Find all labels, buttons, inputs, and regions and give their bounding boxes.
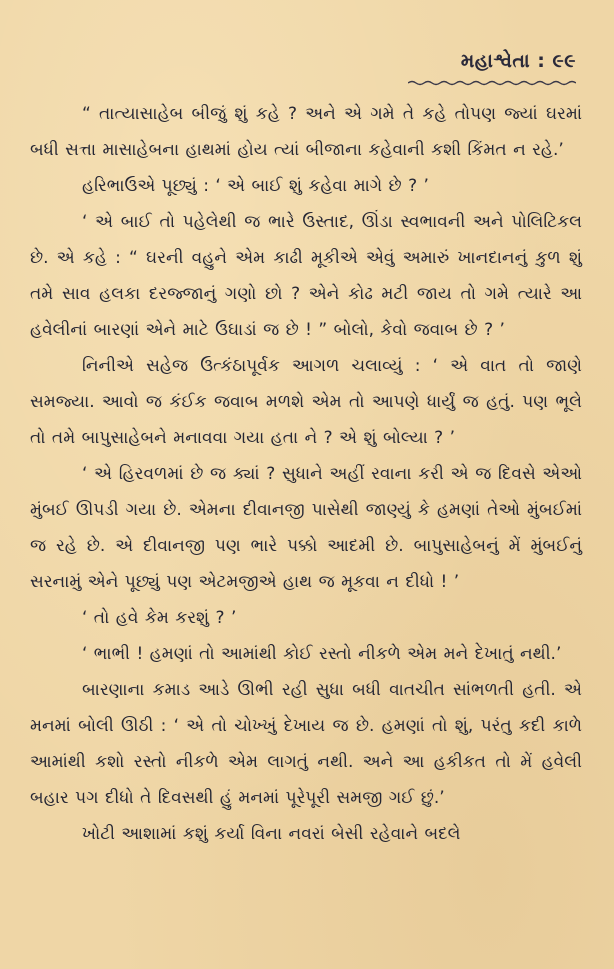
paragraph: ખોટી આશામાં કશું કર્યા વિના નવરાં બેસી રહેવાને બદલે — [82, 824, 461, 844]
paragraph: “ તાત્યાસાહેબ બીજું શું કહે ? અને એ ગમે તે કહે તોપણ જ્યાં ઘરમાં બધી સત્તા માસાહેબના હાથમાં હોય ત્યાં બીજાના કહેવાની કશી કિંમત ન રહે.’ — [30, 104, 582, 160]
paragraph: ‘ એ બાઈ તો પહેલેથી જ ભારે ઉસ્તાદ, ઊંડા સ્વભાવની અને પોલિટિકલ છે. એ કહે : “ ઘરની વહુને એમ કાઢી મૂકીએ એવું અમારું ખાનદાનનું કુળ શું તમે સાવ હલકા દરજ્જાનું ગણો છો ? એને કોઢ મટી જાય તો ગમે ત્યારે આ હવેલીનાં બારણાં એને માટે ઉઘાડાં જ છે ! ” બોલો, કેવો જવાબ છે ? ’ — [30, 212, 582, 340]
paragraph: ‘ ભાભી ! હમણાં તો આમાંથી કોઈ રસ્તો નીકળે એમ મને દેખાતું નથી.’ — [82, 644, 562, 664]
body-text — [30, 96, 582, 852]
running-head-text: મહાશ્વેતા : ૯૯ — [460, 50, 576, 72]
paragraph: ‘ તો હવે કેમ કરશું ? ’ — [82, 608, 237, 628]
paragraph: ‘ એ હિરવળમાં છે જ ક્યાં ? સુધાને અહીં રવાના કરી એ જ દિવસે એઓ મુંબઈ ઊપડી ગયા છે. એમના દીવાનજી પાસેથી જાણ્યું કે હમણાં તેઓ મુંબઈમાં જ રહે છે. એ દીવાનજી પણ ભારે પક્કો આદમી છે. બાપુસાહેબનું મેં મુંબઈનું સરનામું એને પૂછ્યું પણ એટમજીએ હાથ જ મૂકવા ન દીધો ! ’ — [30, 464, 582, 592]
paragraph: નિનીએ સહેજ ઉત્કંઠાપૂર્વક આગળ ચલાવ્યું : ‘ એ વાત તો જાણે સમજ્યા. આવો જ કંઈક જવાબ મળશે એમ તો આપણે ધાર્યું જ હતું. પણ ભૂલે તો તમે બાપુસાહેબને મનાવવા ગયા હતા ને ? એ શું બોલ્યા ? ’ — [30, 356, 582, 448]
paragraph: બારણાના કમાડ આડે ઊભી રહી સુધા બધી વાતચીત સાંભળતી હતી. એ મનમાં બોલી ઊઠી : ‘ એ તો ચોખ્ખું દેખાય જ છે. હમણાં તો શું, પરંતુ કદી કાળે આમાંથી કશો રસ્તો નીકળે એમ લાગતું નથી. અને આ હકીકત તો મેં હવેલી બહાર પગ દીધો તે દિવસથી હું મનમાં પૂરેપૂરી સમજી ગઈ છું.’ — [30, 680, 582, 808]
paragraph: હરિભાઉએ પૂછ્યું : ‘ એ બાઈ શું કહેવા માગે છે ? ’ — [82, 176, 429, 196]
running-head — [461, 50, 576, 72]
running-head-wavy-rule — [408, 80, 576, 86]
